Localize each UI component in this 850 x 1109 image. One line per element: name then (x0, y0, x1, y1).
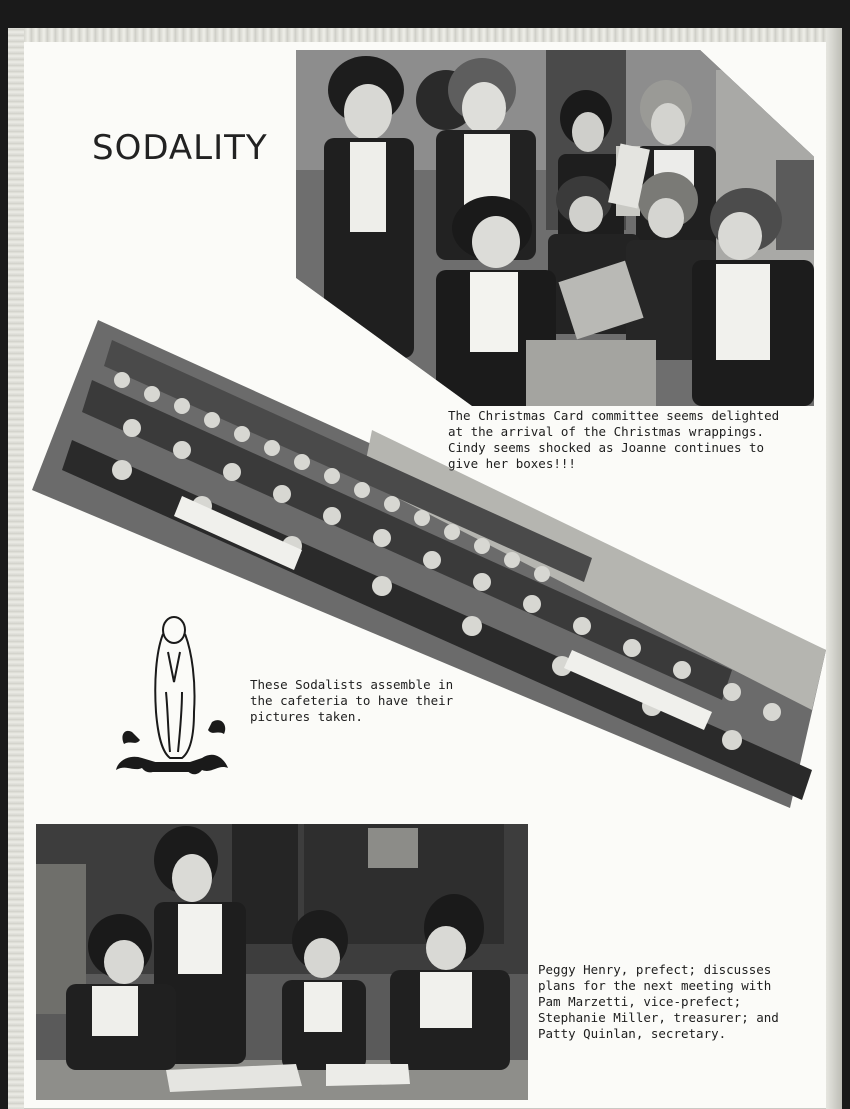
page-binding-left (8, 28, 24, 1109)
cafeteria-caption: These Sodalists assemble in the cafeteria to have their pictures taken. (250, 677, 454, 724)
page-title: SODALITY (92, 128, 268, 168)
officers-caption: Peggy Henry, prefect; discusses plans for the next meeting with Pam Marzetti, vice-prefect; Stephanie Miller, treasurer; and Patty Quinlan, secretary. (538, 962, 779, 1041)
christmas-committee-caption: The Christmas Card committee seems delighted at the arrival of the Christmas wrappings. Cindy seems shocked as Joanne continues to give her boxes!!! (448, 408, 780, 471)
page-binding-top (8, 28, 842, 42)
officers-photo-image (36, 824, 528, 1100)
madonna-statue-icon (112, 612, 232, 782)
officers-photo (36, 824, 528, 1100)
